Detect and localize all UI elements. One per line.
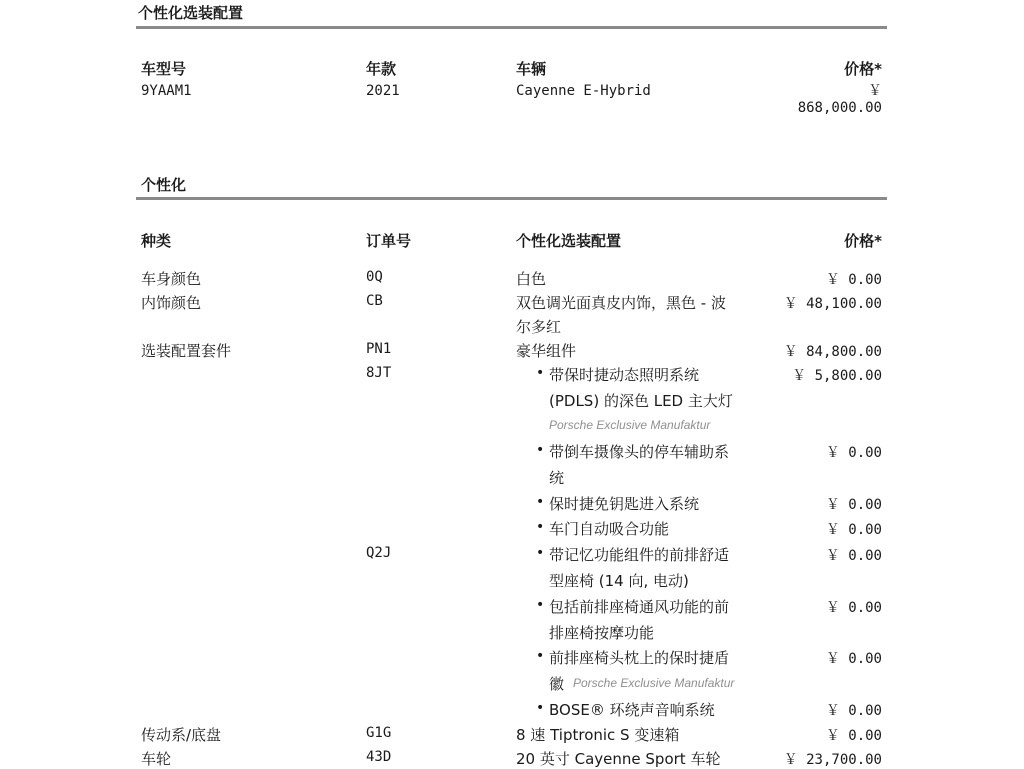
bullet-icon: • bbox=[536, 545, 545, 561]
package-item: 前排座椅头枕上的保时捷盾 bbox=[549, 649, 730, 667]
vehicle-price: 868,000.00 bbox=[797, 100, 882, 116]
row-price: ￥ 0.00 bbox=[825, 445, 882, 461]
header-category: 种类 bbox=[141, 232, 172, 250]
bullet-icon: • bbox=[536, 442, 545, 458]
package-item: 车门自动吸合功能 bbox=[549, 520, 670, 538]
package-item: 带保时捷动态照明系统 bbox=[549, 366, 700, 384]
currency-symbol: ￥ bbox=[868, 83, 882, 99]
package-item: 带倒车摄像头的停车辅助系 bbox=[549, 443, 730, 461]
row-price: ￥ 5,800.00 bbox=[792, 368, 882, 384]
package-item-note: Porsche Exclusive Manufaktur bbox=[573, 676, 735, 690]
header-option: 个性化选装配置 bbox=[516, 232, 622, 250]
package-item: BOSE® 环绕声音响系统 bbox=[549, 701, 715, 719]
row-code: PN1 bbox=[366, 341, 392, 357]
row-option: 双色调光面真皮内饰，黑色 - 波 bbox=[516, 294, 726, 312]
package-item-continued: (PDLS) 的深色 LED 主大灯 bbox=[549, 392, 733, 410]
year-value: 2021 bbox=[366, 83, 400, 99]
bullet-icon: • bbox=[536, 365, 545, 381]
row-option: 白色 bbox=[516, 270, 547, 288]
row-price: ￥ 0.00 bbox=[825, 548, 882, 564]
package-item-continued: 徽 bbox=[549, 675, 565, 693]
row-price: ￥ 23,700.00 bbox=[783, 752, 882, 768]
section-title-personalization: 个性化 bbox=[141, 176, 187, 194]
row-code: CB bbox=[366, 293, 383, 309]
section-divider bbox=[136, 197, 887, 200]
package-item: 包括前排座椅通风功能的前 bbox=[549, 598, 730, 616]
bullet-icon: • bbox=[536, 648, 545, 664]
row-code: 8JT bbox=[366, 365, 392, 381]
row-price: ￥ 0.00 bbox=[825, 651, 882, 667]
package-item: 保时捷免钥匙进入系统 bbox=[549, 495, 700, 513]
row-option: 8 速 Tiptronic S 变速箱 bbox=[516, 726, 680, 744]
row-category: 选装配置套件 bbox=[141, 342, 232, 360]
row-price: ￥ 0.00 bbox=[825, 522, 882, 538]
row-category: 传动系/底盘 bbox=[141, 726, 222, 744]
header-model-no: 车型号 bbox=[141, 60, 187, 78]
package-item-continued: 型座椅 (14 向, 电动) bbox=[549, 572, 689, 590]
bullet-icon: • bbox=[536, 494, 545, 510]
row-price: ￥ 0.00 bbox=[825, 272, 882, 288]
package-item: 带记忆功能组件的前排舒适 bbox=[549, 546, 730, 564]
bullet-icon: • bbox=[536, 597, 545, 613]
row-price: ￥ 0.00 bbox=[825, 703, 882, 719]
bullet-icon: • bbox=[536, 700, 545, 716]
row-category: 车身颜色 bbox=[141, 270, 202, 288]
header-year: 年款 bbox=[366, 60, 397, 78]
section-title-personalization-config: 个性化选装配置 bbox=[138, 4, 244, 22]
row-price: ￥ 0.00 bbox=[825, 728, 882, 744]
row-price: ￥ 0.00 bbox=[825, 600, 882, 616]
section-divider bbox=[136, 26, 887, 29]
row-price: ￥ 48,100.00 bbox=[783, 296, 882, 312]
row-code: G1G bbox=[366, 725, 392, 741]
row-option: 豪华组件 bbox=[516, 342, 577, 360]
row-code: 43D bbox=[366, 749, 392, 765]
header-order-no: 订单号 bbox=[366, 232, 412, 250]
row-price: ￥ 0.00 bbox=[825, 497, 882, 513]
row-option-continued: 尔多红 bbox=[516, 318, 562, 336]
header-price: 价格* bbox=[844, 232, 882, 250]
row-category: 内饰颜色 bbox=[141, 294, 202, 312]
model-no-value: 9YAAM1 bbox=[141, 83, 192, 99]
header-price: 价格* bbox=[844, 60, 882, 78]
row-code: Q2J bbox=[366, 545, 392, 561]
bullet-icon: • bbox=[536, 519, 545, 535]
package-item-continued: 统 bbox=[549, 469, 565, 487]
package-item-note: Porsche Exclusive Manufaktur bbox=[549, 418, 711, 432]
header-vehicle: 车辆 bbox=[516, 60, 547, 78]
row-code: 0Q bbox=[366, 269, 383, 285]
vehicle-value: Cayenne E-Hybrid bbox=[516, 83, 651, 99]
row-option: 20 英寸 Cayenne Sport 车轮 bbox=[516, 750, 721, 768]
row-price: ￥ 84,800.00 bbox=[783, 344, 882, 360]
row-category: 车轮 bbox=[141, 750, 172, 768]
package-item-continued: 排座椅按摩功能 bbox=[549, 624, 655, 642]
